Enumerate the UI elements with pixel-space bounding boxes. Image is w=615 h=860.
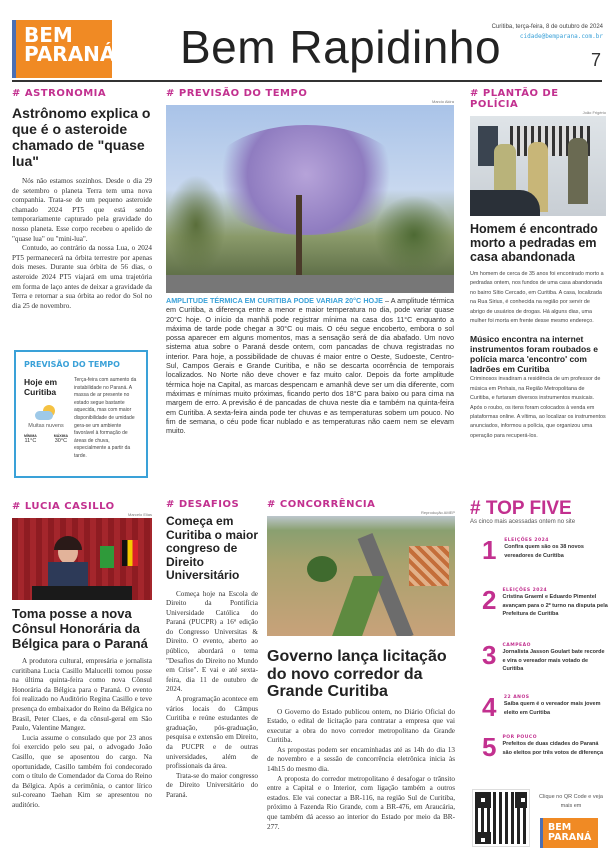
- previsao-article: [166, 88, 454, 435]
- top-five-list: [470, 535, 608, 782]
- jacaranda-tree-photo: [166, 105, 454, 293]
- logo-line1: BEM: [548, 822, 572, 833]
- police-officers-photo: [470, 116, 606, 216]
- paragraph: A produtora cultural, empresária e jornalista curitibana Lucia Casillo Malucelli tomou posse na última quinta-feira como nova Cônsul Honorária da Bélgica para o Paraná. O evento foi realizado no Auditório Regina Casillo e teve presença do embaixador do Reino da Bélgica no Brasil, Peter Claes, e da cônsul-geral em São Paulo, Valentine Mangez.: [12, 657, 152, 733]
- item-category: CAMPEÃO: [502, 643, 531, 648]
- lucia-headline: Toma posse a nova Cônsul Honorária da Bélgica para o Paraná: [12, 606, 148, 651]
- previsao-tag: # PREVISÃO DO TEMPO: [166, 88, 308, 99]
- top-five-subtitle: As cinco mais acessadas ontem no site: [470, 519, 576, 525]
- lucia-tag: # LUCIA CASILLO: [12, 501, 115, 512]
- previsao-body: [166, 296, 454, 435]
- partly-cloudy-icon: [35, 405, 57, 421]
- concorrencia-headline: Governo lança licitação do novo corredor da Grande Curitiba: [267, 648, 447, 700]
- photo-credit: João Frigério: [582, 110, 606, 115]
- logo-line1: BEM: [24, 23, 73, 47]
- top-five-title: # TOP FIVE: [470, 498, 572, 519]
- bem-parana-footer-logo[interactable]: [540, 818, 598, 848]
- policia-tag: # PLANTÃO DE POLÍCIA: [470, 88, 559, 110]
- photo-credit: Marcio Akira: [431, 99, 454, 104]
- astronomia-body: [12, 177, 152, 311]
- rank-number: 4: [482, 692, 497, 722]
- qr-code-icon[interactable]: [473, 790, 529, 846]
- item-category: ELEIÇÕES 2024: [502, 588, 548, 593]
- bem-parana-logo: [12, 20, 116, 78]
- concorrencia-tag: # CONCORRÊNCIA: [267, 499, 376, 510]
- item-category: 22 ANOS: [503, 695, 530, 700]
- photo-credit: Marcelo Elias: [127, 512, 152, 517]
- qr-caption: Clique no QR Code e veja mais em: [539, 794, 603, 809]
- item-headline[interactable]: Confira quem são os 38 novos vereadores de Curitiba: [504, 544, 584, 559]
- policia-headline: Homem é encontrado morto a pedradas em casa abandonada: [470, 222, 598, 264]
- weather-box: [14, 350, 148, 478]
- paragraph: A programação acontece em vários locais do Câmpus Curitiba e reúne estudantes de graduação, pós-graduação, pesquisa e extensão em Direito, da PUCPR e de outras universidades, além de profissionais da área.: [166, 695, 258, 771]
- max-temp: 30°C: [54, 438, 68, 444]
- top-five-item[interactable]: [482, 732, 608, 782]
- rank-number: 3: [482, 640, 497, 670]
- item-headline[interactable]: Cristina Graeml e Eduardo Pimentel avançam para o 2º turno na disputa pela Prefeitura de Curitiba: [502, 594, 608, 617]
- consul-ceremony-photo: [12, 518, 152, 600]
- top-five-item[interactable]: [482, 692, 608, 732]
- aerial-highway-photo: [267, 516, 455, 636]
- top-five-item[interactable]: [482, 640, 608, 692]
- concorrencia-body: [267, 708, 455, 833]
- rank-number: 1: [482, 535, 497, 565]
- item-headline[interactable]: Prefeitos de duas cidades do Paraná são eleitos por três votos de diferença: [502, 741, 604, 756]
- previsao-text: – A amplitude térmica em Curitiba, a diferença entre a menor e maior temperatura no dia, pode variar quase 20°C hoje. O início da manhã pode registrar mínima na casa dos 11°C enquanto a máxima de tarde pode chegar a 30°C ou mais. O céu segue encoberto, embora o sol possa aparecer em alguns momentos, mas a sensação será de dia abafado. Um novo sistema atua sobre o Paraná desde ontem, com pancadas de chuva registradas no interior. Para hoje, a possibilidade de chuvas é maior entre o Oeste, Sudoeste, Centro-Sul, Campos Gerais e Grande Curitiba, e não se descarta ocorrência de temporais localizados. No Norte não deve chover e faz muito calor. Depois da forte amplitude térmica hoje na Capital, as marcas despencam e amanhã deve ser um dia diferente, com máximas e mínimas muito próximas, ficando perto dos 18°C para baixo ou para cima na margem de erro. A previsão é de pancadas de chuva neste dia e também na quinta-feira em Curitiba. A sexta-feira ainda pode ter chuvas e as temperaturas sobem um pouco. No fim de semana, o céu pode ficar nublado e as temperaturas não caem nem se elevam muito.: [166, 296, 454, 436]
- astronomia-article: [12, 88, 152, 311]
- weather-condition: Muitas nuvens: [28, 423, 64, 429]
- policia-text: Um homem de cerca de 35 anos foi encontrado morto a pedradas ontem, nos fundos de uma casa abandonada no bairro Sítio Cercado, em Curitiba. A casa, localizada na Rua Sirius, é conhecida na região por servir de abrigo de usuários de drogas. Há alguns dias, uma mulher foi morta em frente desse mesmo endereço.: [470, 271, 604, 325]
- max-label: MÁXIMA: [53, 434, 68, 438]
- top-five-item[interactable]: [482, 535, 608, 585]
- weather-location: Hoje em Curitiba: [24, 377, 58, 397]
- top-five-section: [470, 499, 608, 782]
- paragraph: Lucia assume o consulado que por 23 anos foi exercido pelo seu pai, o advogado João Casillo, que se aposentou do cargo. Na oportunidade, Casillo também foi condecorado com o título de Comendador da Coroa do Reino da Bélgica. Após a cerimônia, o cantor lírico sul-coreano Taehan Kim se apresentou no auditório.: [12, 733, 152, 809]
- section-title: Bem Rapidinho: [180, 21, 502, 73]
- lucia-body: [12, 657, 152, 811]
- weather-box-title: PREVISÃO DO TEMPO: [24, 360, 120, 369]
- paragraph: Começa hoje na Escola de Direito da Pontifícia Universidade Católica do Paraná (PUCPR) a 16ª edição do Congresso Universitas & Direito. O evento, aberto ao público, abordará o tema "Desafios do Direito no Mundo em Crise". E vai e até sexta-feira, dia 11 de outubro de 2024.: [166, 589, 258, 694]
- page-number: 7: [590, 50, 601, 70]
- desafios-tag: # DESAFIOS: [166, 499, 240, 510]
- paragraph: As propostas podem ser encaminhadas até as 14h do dia 13 de novembro e a sessão de concorrência eletrônica inicia às 14h15 do mesmo dia.: [267, 745, 455, 774]
- item-category: POR POUCO: [502, 735, 538, 740]
- desafios-article: [166, 499, 258, 801]
- email-link[interactable]: cidade@bemparana.com.br: [519, 33, 603, 40]
- item-headline[interactable]: Saiba quem é o vereador mais jovem eleito em Curitiba: [503, 701, 601, 716]
- min-label: MÍNIMA: [24, 434, 37, 438]
- weather-text: Terça-feira com aumento da instabilidade no Paraná. A massa de ar presente no estado segue bastante aquecida, mas com maior disponibilidade de umidade gera-se um ambiente favorável à formação de áreas de chuva, especialmente a partir da tarde.: [74, 377, 137, 459]
- masthead-divider: [12, 80, 602, 82]
- desafios-headline: Começa em Curitiba o maior congreso de Direito Universitário: [166, 514, 259, 582]
- photo-credit: Reprodução AMEP: [420, 510, 455, 515]
- concorrencia-article: [267, 499, 455, 832]
- rank-number: 2: [482, 585, 497, 615]
- rank-number: 5: [482, 732, 497, 762]
- paragraph: A proposta do corredor metropolitano é desafogar o trânsito entre a Capital e o Interior, com ligação também a outros estados. Ele vai conectar a BR-116, na região Sul de Curitiba, próximo à Fazenda Rio Grande, com a BR-476, em Araucária, que também dá acesso ao interior do Estado por meio da BR-277.: [267, 774, 455, 831]
- paragraph: O Governo do Estado publicou ontem, no Diário Oficial do Estado, o edital de licitação para contratar a empresa que vai executar a obra do novo corredor metropolitano da Grande Curitiba.: [267, 707, 455, 745]
- previsao-lead: AMPLITUDE TÉRMICA EM CURITIBA PODE VARIAR 20°C HOJE: [166, 296, 383, 305]
- astronomia-tag: # ASTRONOMIA: [12, 88, 107, 99]
- paragraph: Contudo, ao contrário da nossa Lua, o 2024 PT5 permanecerá na órbita terrestre por apenas dois meses. Durante sua órbita de 56 dias, o asteroide 2024 PT5 viajará em uma trajetória em forma de laço antes de deixar a gravidade da Terra e retornar a sua órbita ao redor do Sol no dia 25 de novembro.: [12, 244, 152, 310]
- item-category: ELEIÇÕES 2024: [504, 538, 549, 543]
- policia-article: [470, 88, 606, 441]
- dateline: Curitiba, terça-feira, 8 de outubro de 2024: [491, 24, 603, 30]
- logo-line2: PARANÁ: [24, 42, 116, 66]
- top-five-item[interactable]: [482, 585, 608, 640]
- min-temp: 11°C: [24, 438, 37, 444]
- paragraph: Trata-se do maior congresso de Direito Universitário do Paraná.: [166, 771, 258, 799]
- logo-line2: PARANÁ: [548, 832, 592, 843]
- lucia-article: [12, 501, 152, 811]
- policia-text-2: Criminosos invadiram a residência de um professor de música em Pinhais, na Região Metropolitana de Curitiba, e furtaram diversos instrumentos musicais. Após o roubo, os itens foram colocados à venda em plataformas online. A vítima, ao localizar os instrumentos anunciados, informou a polícia, que organizou uma operação para recuperá-los.: [470, 376, 606, 439]
- desafios-body: [166, 590, 258, 801]
- policia-headline-2: Músico encontra na internet instrumentos foram roubados e polícia marca 'encontro' com ladrões em Curitiba: [470, 334, 598, 375]
- item-headline[interactable]: Jornalista Jasson Goulart bate recorde e vira o vereador mais votado de Curitiba: [502, 649, 605, 672]
- astronomia-headline: Astrônomo explica o que é o asteroide chamado de "quase lua": [12, 105, 151, 169]
- paragraph: Nós não estamos sozinhos. Desde o dia 29 de setembro o planeta Terra tem uma nova companhia. Trata-se de um pequeno asteroide chamado 2024 PT5 que está sendo temporariamente capturado pela gravidade do nosso planeta. Esse corpo recebeu o apelido de "quase lua" ou "mini-lua".: [12, 177, 152, 243]
